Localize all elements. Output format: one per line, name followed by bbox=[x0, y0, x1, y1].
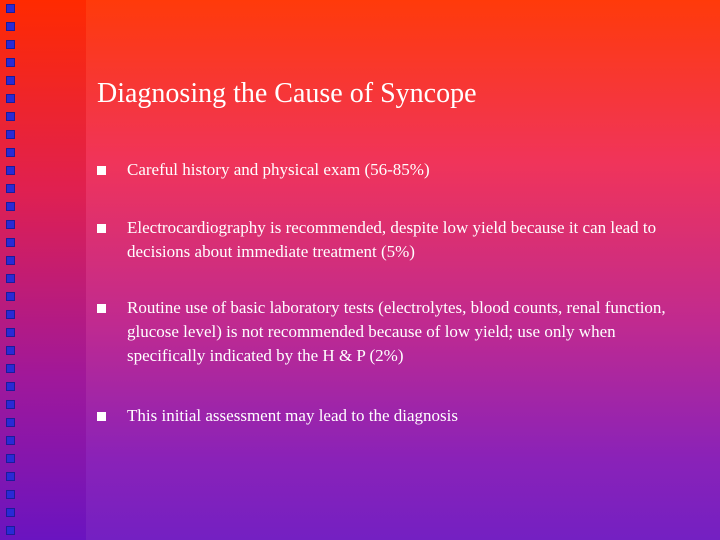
decorative-square bbox=[6, 40, 15, 49]
decorative-square bbox=[6, 400, 15, 409]
decorative-square bbox=[6, 58, 15, 67]
decorative-square bbox=[6, 220, 15, 229]
decorative-square bbox=[6, 76, 15, 85]
bullet-text: Electrocardiography is recommended, despite low yield because it can lead to decisions about immediate treatment (5%) bbox=[127, 218, 657, 261]
decorative-square bbox=[6, 418, 15, 427]
square-bullet-icon bbox=[97, 224, 106, 233]
decorative-square bbox=[6, 148, 15, 157]
decorative-square bbox=[6, 292, 15, 301]
decorative-square bbox=[6, 508, 15, 517]
decorative-square bbox=[6, 382, 15, 391]
slide-title: Diagnosing the Cause of Syncope bbox=[97, 78, 477, 109]
decorative-square bbox=[6, 238, 15, 247]
square-bullet-icon bbox=[97, 412, 106, 421]
decorative-square bbox=[6, 130, 15, 139]
bullet-text: This initial assessment may lead to the diagnosis bbox=[127, 406, 458, 425]
decorative-square bbox=[6, 202, 15, 211]
decorative-square bbox=[6, 256, 15, 265]
decorative-square bbox=[6, 364, 15, 373]
decorative-square bbox=[6, 436, 15, 445]
bullet-item bbox=[97, 404, 697, 428]
bullet-text: Careful history and physical exam (56-85%) bbox=[127, 160, 430, 179]
decorative-square bbox=[6, 346, 15, 355]
bullet-item bbox=[97, 296, 697, 368]
decorative-square bbox=[6, 526, 15, 535]
decorative-square bbox=[6, 328, 15, 337]
bullet-item bbox=[97, 158, 697, 182]
square-bullet-icon bbox=[97, 166, 106, 175]
decorative-square bbox=[6, 22, 15, 31]
bullet-text: Routine use of basic laboratory tests (electrolytes, blood counts, renal function, glucose level) is not recommended because of low yield; use only when specifically indicated by the H & P (2%) bbox=[127, 298, 666, 365]
decorative-square bbox=[6, 112, 15, 121]
decorative-square bbox=[6, 454, 15, 463]
decorative-square bbox=[6, 166, 15, 175]
decorative-square-column bbox=[6, 0, 20, 540]
decorative-square bbox=[6, 4, 15, 13]
square-bullet-icon bbox=[97, 304, 106, 313]
decorative-square bbox=[6, 310, 15, 319]
decorative-square bbox=[6, 472, 15, 481]
decorative-square bbox=[6, 184, 15, 193]
left-decorative-strip bbox=[0, 0, 86, 540]
decorative-square bbox=[6, 274, 15, 283]
decorative-square bbox=[6, 94, 15, 103]
decorative-square bbox=[6, 490, 15, 499]
bullet-item bbox=[97, 216, 697, 264]
